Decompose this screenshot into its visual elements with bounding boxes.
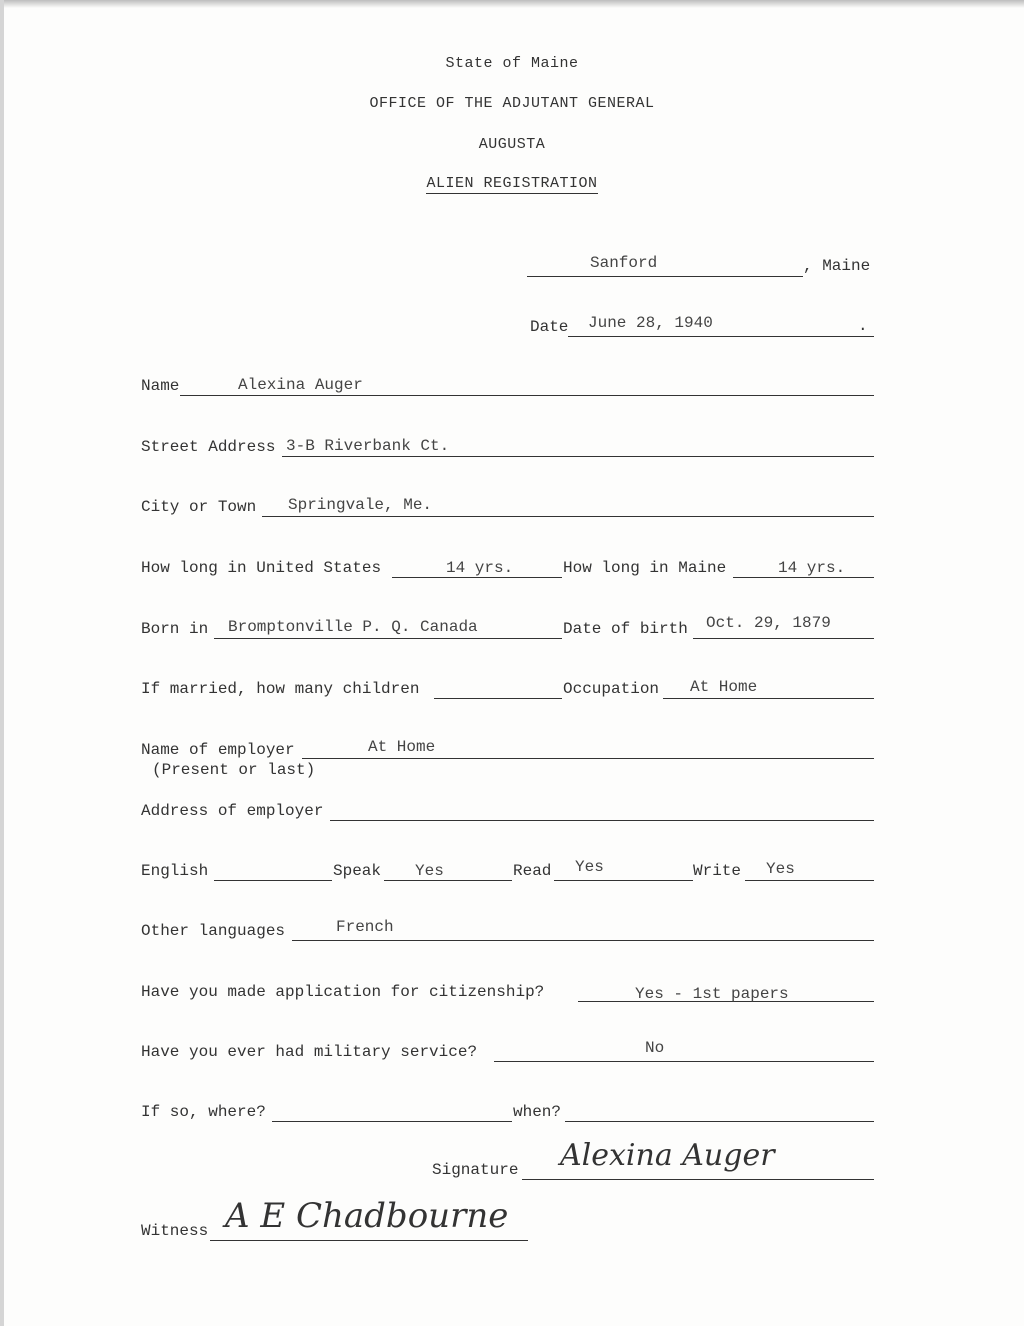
employer-label: Name of employer: [141, 741, 295, 759]
military-value: No: [645, 1039, 665, 1057]
when-label: when?: [513, 1103, 562, 1121]
birth-date-value: Oct. 29, 1879: [706, 614, 831, 632]
military-line: [494, 1061, 874, 1062]
read-line: [554, 880, 693, 881]
write-line: [745, 880, 874, 881]
header-title: [0, 175, 1024, 192]
employer-address-line: [330, 820, 874, 821]
english-line: [214, 880, 332, 881]
occupation-value: At Home: [690, 678, 758, 696]
maine-years-line: [733, 577, 874, 578]
town-value: Sanford: [590, 254, 658, 272]
occupation-line: [663, 698, 874, 699]
read-value: Yes: [575, 858, 604, 876]
other-languages-label: Other languages: [141, 922, 286, 940]
children-line: [434, 698, 562, 699]
citizenship-value: Yes - 1st papers: [635, 985, 789, 1003]
when-line: [565, 1121, 874, 1122]
write-value: Yes: [766, 860, 795, 878]
children-label: If married, how many children: [141, 680, 420, 698]
date-value: June 28, 1940: [588, 314, 713, 332]
us-years-label: How long in United States: [141, 559, 382, 577]
birth-date-line: [693, 638, 874, 639]
city-value: Springvale, Me.: [288, 496, 433, 514]
us-years-line: [392, 577, 562, 578]
header-office: OFFICE OF THE ADJUTANT GENERAL: [369, 95, 655, 112]
witness-label: Witness: [141, 1222, 209, 1240]
date-line: [568, 336, 874, 337]
signature-handwriting: Alexina Auger: [560, 1138, 775, 1173]
name-value: Alexina Auger: [238, 376, 363, 394]
speak-label: Speak: [333, 862, 382, 880]
speak-value: Yes: [415, 862, 444, 880]
name-label: Name: [141, 377, 180, 395]
date-label: Date: [530, 318, 569, 336]
born-label: Born in: [141, 620, 209, 638]
employer-line: [302, 758, 874, 759]
state-suffix: , Maine: [803, 257, 871, 275]
english-label: English: [141, 862, 209, 880]
employer-sublabel: (Present or last): [152, 761, 316, 779]
signature-label: Signature: [432, 1161, 519, 1179]
born-value: Bromptonville P. Q. Canada: [228, 618, 478, 636]
maine-years-label: How long in Maine: [563, 559, 727, 577]
military-label: Have you ever had military service?: [141, 1043, 478, 1061]
where-line: [272, 1121, 512, 1122]
other-languages-line: [292, 940, 874, 941]
us-years-value: 14 yrs.: [446, 559, 514, 577]
write-label: Write: [693, 862, 742, 880]
witness-line: [210, 1240, 528, 1241]
header-city: AUGUSTA: [478, 136, 546, 153]
town-line: [527, 276, 803, 277]
read-label: Read: [513, 862, 552, 880]
street-value: 3-B Riverbank Ct.: [286, 437, 450, 455]
city-label: City or Town: [141, 498, 257, 516]
occupation-label: Occupation: [563, 680, 660, 698]
street-line: [282, 456, 874, 457]
form-title: ALIEN REGISTRATION: [426, 175, 598, 192]
street-label: Street Address: [141, 438, 276, 456]
speak-line: [384, 880, 512, 881]
born-line: [214, 638, 562, 639]
signature-line: [522, 1179, 874, 1180]
citizenship-label: Have you made application for citizenship?: [141, 983, 545, 1001]
maine-years-value: 14 yrs.: [778, 559, 846, 577]
employer-value: At Home: [368, 738, 436, 756]
witness-handwriting: A E Chadbourne: [225, 1196, 509, 1236]
date-end-period: .: [858, 317, 868, 335]
where-label: If so, where?: [141, 1103, 266, 1121]
city-line: [262, 516, 874, 517]
scan-edge: [0, 0, 4, 1326]
birth-date-label: Date of birth: [563, 620, 688, 638]
header-state: State of Maine: [445, 55, 579, 72]
employer-address-label: Address of employer: [141, 802, 324, 820]
other-languages-value: French: [336, 918, 394, 936]
name-line: [180, 395, 874, 396]
